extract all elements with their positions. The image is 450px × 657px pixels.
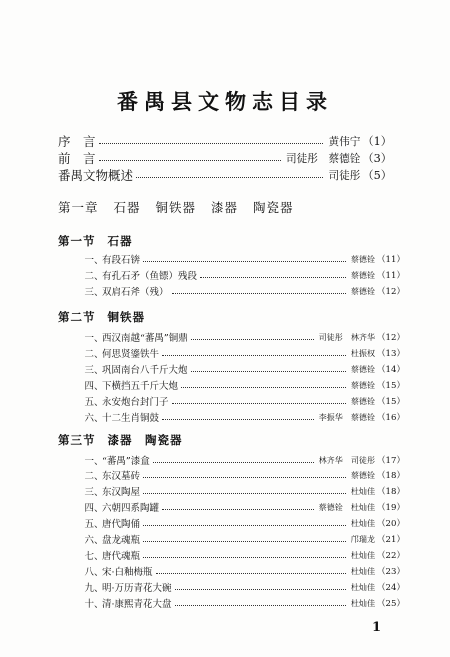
dot-leader [162, 355, 346, 356]
entry-number: 八 [84, 567, 94, 578]
entry-title: “蕃禺”漆盒 [102, 456, 150, 467]
entry-author: 杜灿佳 [350, 598, 376, 608]
entry-number: 三 [84, 287, 94, 298]
front-matter-author: 司徒彤 [328, 168, 361, 182]
entry-page: （18） [377, 471, 405, 481]
toc-entry: 二 、 东汉墓砖 蔡德铨 （18） [72, 468, 405, 482]
entry-title: 盘龙魂瓶 [102, 535, 141, 546]
section-heading [58, 233, 133, 249]
toc-entry: 一 、 西汉南越“蕃禺”铜鼎 司徒彤 林齐华 （12） [72, 330, 405, 344]
toc-entry: 六 、 盘龙魂瓶 邝瑞龙 （21） [72, 532, 405, 546]
entry-page: （17） [377, 456, 405, 466]
dot-leader [99, 160, 282, 161]
front-matter-row [58, 167, 392, 183]
toc-entry: 五 、 唐代陶俑 杜灿佳 （20） [72, 516, 405, 530]
entry-author: 林齐华 司徒彤 [318, 455, 376, 465]
entry-page: （15） [377, 381, 405, 391]
toc-entry: 三 、 巩固南台八千斤大炮 蔡德铨 （14） [72, 362, 405, 376]
toc-entry: 四 、 六朝四系陶罐 蔡德铨 杜灿佳 （19） [72, 500, 405, 514]
entry-author: 蔡德铨 杜灿佳 [318, 502, 376, 512]
entry-number: 六 [84, 535, 94, 546]
dot-leader [156, 573, 346, 574]
chapter-title-part: 铜铁器 [155, 200, 197, 215]
entry-page: （14） [377, 365, 405, 375]
entry-page: （12） [377, 287, 405, 297]
entry-number: 一 [84, 333, 94, 344]
entry-page: （22） [377, 551, 405, 561]
entry-title: 永安炮台封门子 [102, 397, 169, 408]
entry-title: 下横挡五千斤大炮 [102, 381, 179, 392]
entry-number: 十 [84, 599, 94, 610]
toc-entry: 一 、 有段石锛 蔡德铨 （11） [72, 252, 405, 266]
page-number: 1 [372, 620, 382, 635]
toc-entry: 四 、 下横挡五千斤大炮 蔡德铨 （15） [72, 378, 405, 392]
entry-number: 三 [84, 365, 94, 376]
entry-number: 五 [84, 519, 94, 530]
section-number: 第三节 [58, 433, 96, 447]
section-title: 石器 [107, 234, 133, 248]
entry-page: （24） [377, 583, 405, 593]
entry-page: （15） [377, 397, 405, 407]
dot-leader [162, 419, 314, 420]
dot-leader [175, 589, 346, 590]
entry-author: 杜振权 [350, 348, 376, 358]
entry-author: 杜灿佳 [350, 566, 376, 576]
entry-number: 九 [84, 583, 94, 594]
dot-leader [191, 339, 314, 340]
entry-author: 蔡德铨 [350, 254, 376, 264]
entry-title: 有段石锛 [102, 255, 141, 266]
entry-number: 一 [84, 456, 94, 467]
dot-leader [143, 493, 346, 494]
entry-author: 杜灿佳 [350, 518, 376, 528]
section-number: 第一节 [58, 234, 96, 248]
toc-entry: 九 、 明·万历青花大碗 杜灿佳 （24） [72, 580, 405, 594]
entry-page: （23） [377, 567, 405, 577]
entry-number: 一 [84, 255, 94, 266]
entry-title: 唐代陶俑 [102, 519, 141, 530]
entry-page: （18） [377, 487, 405, 497]
entry-author: 司徒彤 林齐华 [318, 332, 376, 342]
dot-leader [143, 261, 346, 262]
entry-author: 蔡德铨 [350, 364, 376, 374]
dot-leader [143, 525, 346, 526]
dot-leader [143, 541, 346, 542]
front-matter-author: 司徒彤 蔡德铨 [286, 151, 361, 165]
entry-author: 李振华 蔡德铨 [318, 412, 376, 422]
entry-author: 杜灿佳 [350, 550, 376, 560]
front-matter-row [58, 133, 392, 149]
entry-title: 西汉南越“蕃禺”铜鼎 [102, 333, 188, 344]
entry-title: 有孔石矛（鱼镖）残段 [102, 271, 198, 282]
entry-title: 唐代魂瓶 [102, 551, 141, 562]
toc-entry: 六 、 十二生肖铜鼓 李振华 蔡德铨 （16） [72, 410, 405, 424]
section-title: 漆器 陶瓷器 [107, 433, 183, 447]
dot-leader [143, 477, 346, 478]
entry-number: 七 [84, 551, 94, 562]
entry-title: 明·万历青花大碗 [102, 583, 172, 594]
entry-number: 二 [84, 349, 94, 360]
front-matter-label: 序 言 [58, 134, 96, 149]
dot-leader [99, 143, 324, 144]
toc-entry: 二 、 何思贤鎏铁牛 杜振权 （13） [72, 346, 405, 360]
toc-entry: 二 、 有孔石矛（鱼镖）残段 蔡德铨 （11） [72, 268, 405, 282]
entry-page: （12） [377, 333, 405, 343]
entry-number: 二 [84, 271, 94, 282]
toc-entry: 五 、 永安炮台封门子 蔡德铨 （15） [72, 394, 405, 408]
entry-page: （20） [377, 519, 405, 529]
chapter-number: 第一章 [58, 200, 99, 215]
entry-title: 何思贤鎏铁牛 [102, 349, 160, 360]
entry-title: 十二生肖铜鼓 [102, 413, 160, 424]
toc-entry: 七 、 唐代魂瓶 杜灿佳 （22） [72, 548, 405, 562]
entry-title: 巩固南台八千斤大炮 [102, 365, 188, 376]
entry-page: （16） [377, 413, 405, 423]
front-matter-page: （5） [362, 169, 392, 182]
chapter-title-part: 陶瓷器 [253, 200, 294, 215]
front-matter-label: 前 言 [58, 151, 96, 166]
page-title: 番禺县文物志目录 [117, 89, 333, 114]
toc-entry: 十 、 清·康熙青花大盘 杜灿佳 （25） [72, 596, 405, 610]
entry-title: 双肩石斧（残） [102, 287, 169, 298]
section-title: 铜铁器 [107, 310, 145, 324]
dot-leader [153, 462, 314, 463]
front-matter-row [58, 150, 392, 166]
entry-page: （11） [377, 271, 405, 281]
toc-entry: 三 、 双肩石斧（残） 蔡德铨 （12） [72, 284, 405, 298]
entry-page: （13） [377, 349, 405, 359]
dot-leader [181, 387, 346, 388]
front-matter-page: （3） [362, 152, 392, 165]
front-matter-page: （1） [362, 135, 392, 148]
entry-author: 蔡德铨 [350, 470, 376, 480]
entry-page: （25） [377, 599, 405, 609]
entry-author: 邝瑞龙 [350, 534, 376, 544]
entry-author: 蔡德铨 [350, 396, 376, 406]
entry-author: 蔡德铨 [350, 270, 376, 280]
dot-leader [136, 177, 323, 178]
chapter-heading [58, 198, 304, 216]
section-heading [58, 432, 183, 448]
entry-page: （11） [377, 255, 405, 265]
front-matter-label: 番禺文物概述 [58, 168, 134, 183]
chapter-title-part: 石器 [113, 200, 141, 215]
dot-leader [175, 605, 346, 606]
section-number: 第二节 [58, 310, 96, 324]
entry-author: 杜灿佳 [350, 582, 376, 592]
entry-author: 蔡德铨 [350, 380, 376, 390]
entry-number: 二 [84, 471, 94, 482]
toc-entry: 八 、 宋·白釉梅瓶 杜灿佳 （23） [72, 564, 405, 578]
entry-number: 六 [84, 413, 94, 424]
entry-page: （21） [377, 535, 405, 545]
dot-leader [143, 557, 346, 558]
chapter-title-part: 漆器 [211, 200, 239, 215]
dot-leader [191, 371, 346, 372]
toc-entry: 三 、 东汉陶屋 杜灿佳 （18） [72, 484, 405, 498]
entry-title: 东汉墓砖 [102, 471, 141, 482]
entry-title: 清·康熙青花大盘 [102, 599, 172, 610]
dot-leader [172, 293, 346, 294]
toc-entry: 一 、 “蕃禺”漆盒 林齐华 司徒彤 （17） [72, 453, 405, 467]
entry-title: 六朝四系陶罐 [102, 503, 160, 514]
entry-number: 四 [84, 381, 94, 392]
entry-author: 蔡德铨 [350, 286, 376, 296]
section-heading [58, 309, 145, 325]
entry-page: （19） [377, 503, 405, 513]
dot-leader [162, 509, 314, 510]
entry-number: 四 [84, 503, 94, 514]
entry-author: 杜灿佳 [350, 486, 376, 496]
dot-leader [172, 403, 346, 404]
front-matter-author: 黄伟宁 [328, 134, 361, 148]
entry-title: 宋·白釉梅瓶 [102, 567, 153, 578]
entry-title: 东汉陶屋 [102, 487, 141, 498]
dot-leader [200, 277, 346, 278]
entry-number: 三 [84, 487, 94, 498]
entry-number: 五 [84, 397, 94, 408]
